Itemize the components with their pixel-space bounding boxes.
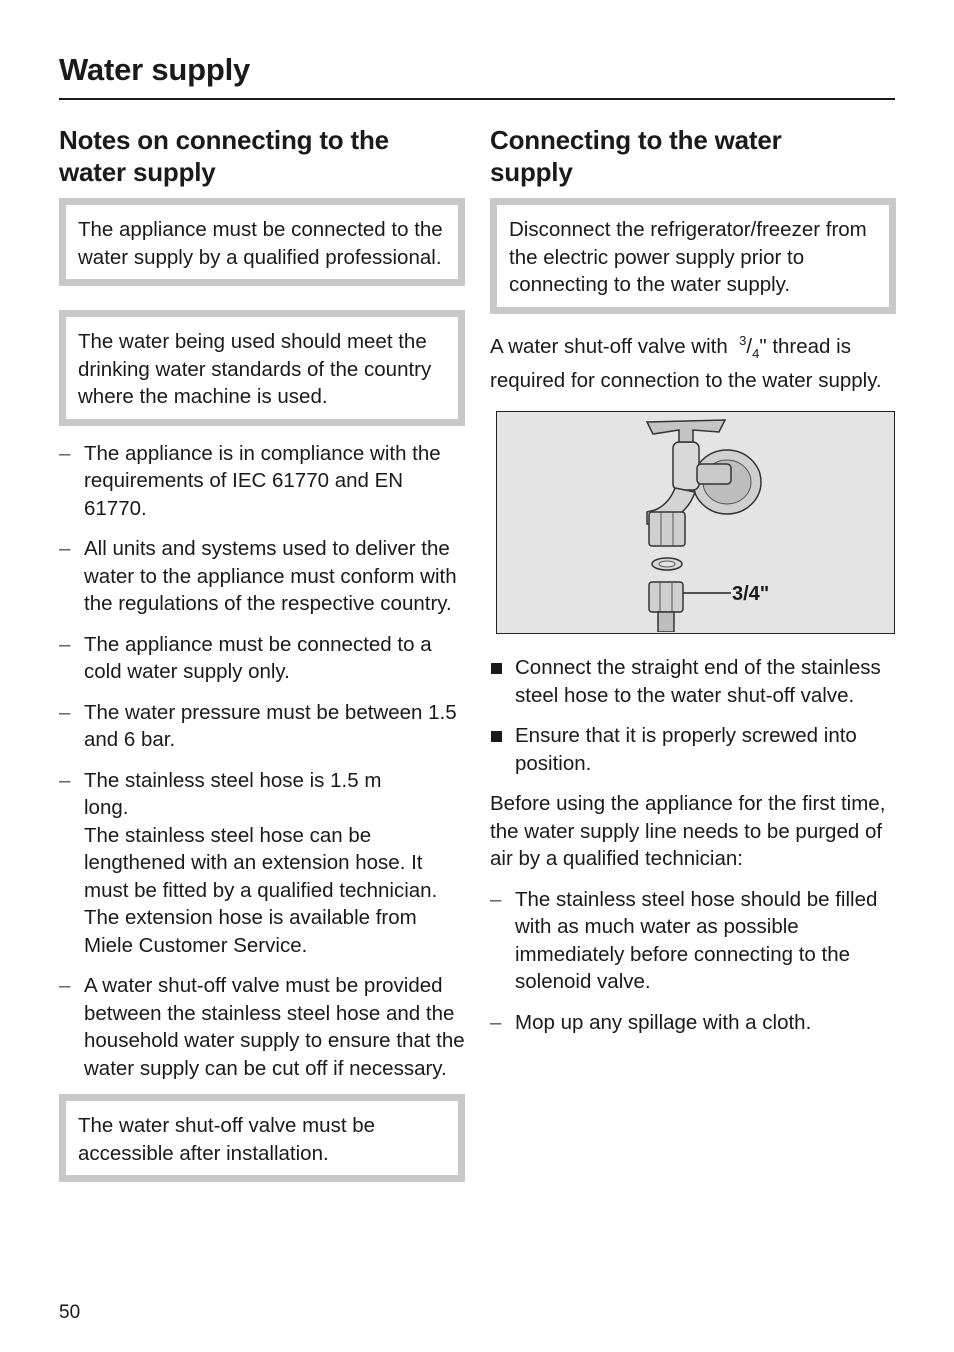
note-valve-accessible xyxy=(59,1094,465,1182)
note-text: The water shut-off valve must be accessible after installation. xyxy=(78,1114,376,1165)
list-item: – The appliance is in compliance with the requirements of IEC 61770 and EN 61770. xyxy=(59,440,465,523)
left-heading: Notes on connecting to the water supply xyxy=(59,125,389,187)
title-divider xyxy=(59,98,895,100)
fraction-denominator: 4 xyxy=(752,345,760,361)
page-number: 50 xyxy=(59,1302,81,1323)
valve-illustration xyxy=(496,411,895,634)
square-bullet-icon xyxy=(491,731,502,742)
note-drinking-water xyxy=(59,310,465,426)
thread-intro-text: A water shut-off valve with $^3/_4$" thread is required for connection to the water supply. xyxy=(490,332,882,392)
list-item: – The water pressure must be between 1.5 and 6 bar. xyxy=(59,699,465,754)
note-text: The appliance must be connected to the water supply by a qualified professional. xyxy=(78,218,443,269)
step-item: Connect the straight end of the stainless steel hose to the water shut-off valve. xyxy=(490,654,896,709)
fraction-numerator: 3 xyxy=(739,332,747,348)
note-qualified-professional xyxy=(59,198,465,286)
list-item-hose xyxy=(59,767,465,960)
requirements-list xyxy=(59,440,465,1083)
thread-size-label: 3/4" xyxy=(732,583,770,606)
page-title: Water supply xyxy=(59,52,251,87)
square-bullet-icon xyxy=(491,663,502,674)
hose-length-text: – The stainless steel hose is 1.5 m long. xyxy=(84,768,382,819)
list-item: – A water shut-off valve must be provided between the stainless steel hose and the household water supply to ensure that the water supply can be cut off if necessary. xyxy=(59,972,465,1082)
valve-drawing xyxy=(497,412,893,632)
list-item: – Mop up any spillage with a cloth. xyxy=(490,1009,896,1037)
right-heading: Connecting to the water supply xyxy=(490,125,782,187)
list-item: – All units and systems used to deliver the water to the appliance must conform with the regulations of the respective country. xyxy=(59,535,465,618)
left-column xyxy=(59,124,465,1182)
list-item: – The stainless steel hose should be filled with as much water as possible immediately before connecting to the solenoid valve. xyxy=(490,886,896,996)
note-text: The water being used should meet the drinking water standards of the country where the machine is used. xyxy=(78,330,432,408)
hose-extension-text: The stainless steel hose can be lengthened with an extension hose. It must be fitted by a qualified technician. xyxy=(84,823,438,902)
list-item: – The appliance must be connected to a cold water supply only. xyxy=(59,631,465,686)
note-disconnect-power xyxy=(490,198,896,314)
right-column xyxy=(490,124,896,1036)
purge-list xyxy=(490,886,896,1037)
step-item: Ensure that it is properly screwed into position. xyxy=(490,722,896,777)
note-text: Disconnect the refrigerator/freezer from the electric power supply prior to connecting to the water supply. xyxy=(509,218,867,296)
connection-steps xyxy=(490,654,896,777)
hose-service-text: The extension hose is available from Miele Customer Service. xyxy=(84,906,417,957)
purge-intro-text: Before using the appliance for the first time, the water supply line needs to be purged of air by a qualified technician: xyxy=(490,792,886,871)
